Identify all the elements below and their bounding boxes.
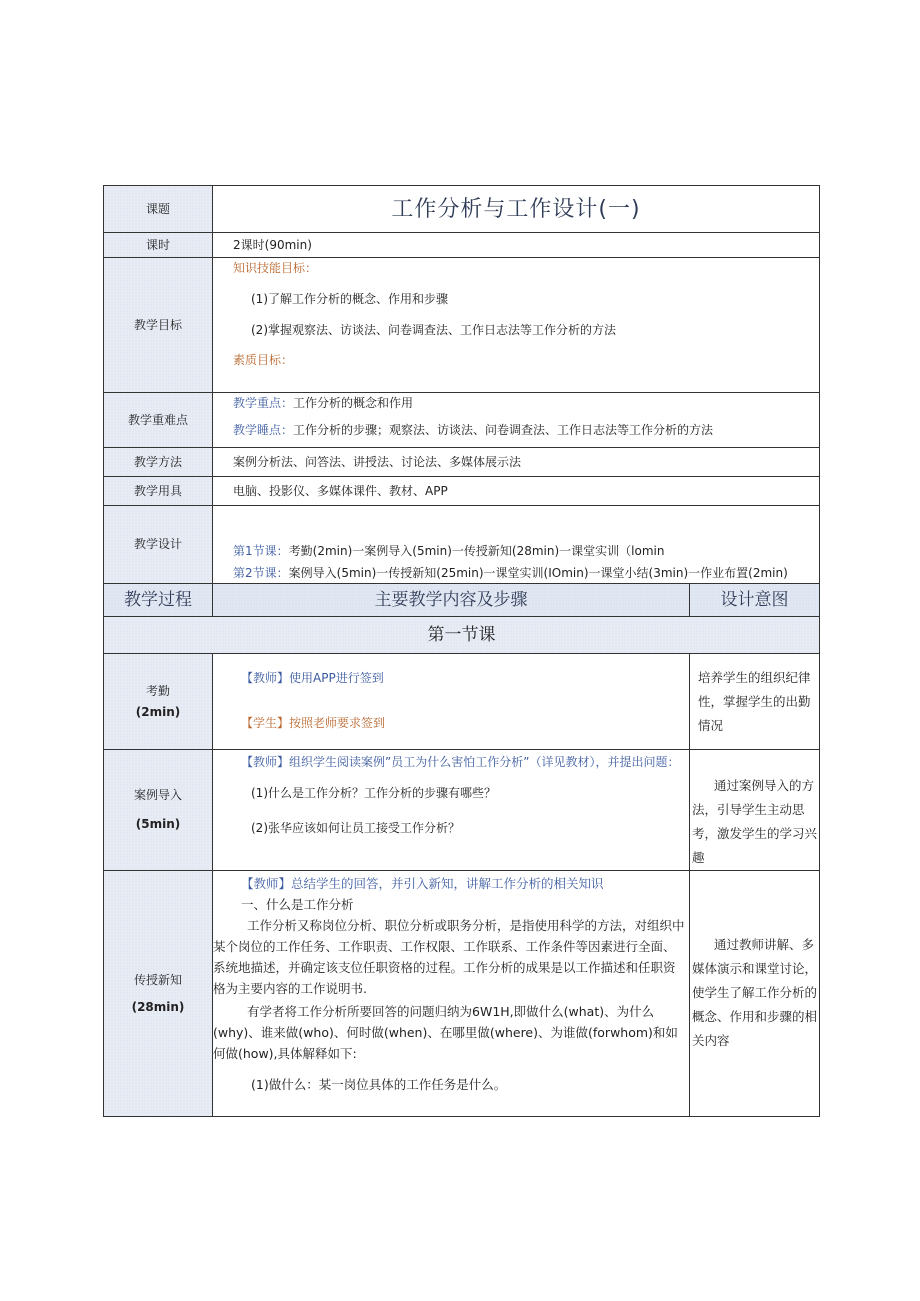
teacher-tag: 【教师】	[241, 876, 292, 891]
method-label: 教学方法	[104, 448, 213, 477]
design-row	[104, 506, 820, 584]
case-intro-teacher-text: 组织学生阅读案例”员工为什么害怕工作分析”（详见教材），并提出问题：	[289, 755, 680, 769]
lesson2-label: 第2节课：	[233, 566, 289, 580]
case-intro-time: (5min)	[135, 817, 181, 831]
tools-value: 电脑、投影仪、多媒体课件、教材、APP	[213, 477, 820, 506]
process-header-row	[104, 584, 820, 617]
attendance-student	[241, 715, 689, 732]
case-question-1: (1)什么是工作分析？工作分析的步骤有哪些？	[251, 786, 496, 800]
case-question-2: (2)张华应该如何让员工接受工作分析？	[251, 821, 460, 835]
hours-value: 2课时(90min)	[213, 233, 820, 258]
new-knowledge-name: 传授新知	[133, 972, 182, 987]
knowledge-item: (2)掌握观察法、访谈法、问卷调查法、工作日志法等工作分析的方法	[251, 323, 617, 337]
teacher-tag: 【教师】	[241, 671, 290, 685]
attendance-name: 考勤	[145, 683, 170, 698]
lesson1-text: 考勤(2min)一案例导入(5min)一传授新知(28min)一课堂实训（lomin	[288, 544, 665, 558]
topic-label: 课题	[104, 186, 213, 233]
new-knowledge-teacher	[213, 873, 687, 894]
attendance-label	[104, 654, 213, 750]
section-title: 第一节课	[104, 617, 820, 654]
key-point-text: 工作分析的概念和作用	[293, 396, 414, 410]
section-heading: 一、什么是工作分析	[241, 897, 354, 912]
tools-label: 教学用具	[104, 477, 213, 506]
hard-point-text: 工作分析的步骤；观察法、访谈法、问卷调查法、工作日志法等工作分析的方法	[293, 423, 714, 437]
attendance-time: (2min)	[135, 704, 181, 719]
teacher-tag: 【教师】	[241, 755, 290, 769]
six-w-paragraph: 有学者将工作分析所要回答的问题归纳为6W1H,即做什么(what)、为什么(why)、谁来做(who)、何时做(when)、在哪里做(where)、为谁做(forwhom)和如何做(how),具体解释如下:	[213, 1004, 678, 1061]
case-intro-teacher	[213, 754, 689, 771]
method-value: 案例分析法、问答法、讲授法、讨论法、多媒体展示法	[213, 448, 820, 477]
key-point-label: 教学重点：	[233, 396, 294, 410]
goals-label: 教学目标	[104, 258, 213, 393]
new-knowledge-intent: 通过教师讲解、多媒体演示和课堂讨论，使学生了解工作分析的概念、作用和步骤的相关内容	[690, 871, 820, 1117]
goals-content	[213, 258, 819, 392]
quality-heading: 素质目标：	[233, 353, 294, 367]
intent-col-header: 设计意图	[690, 584, 820, 617]
attendance-teacher	[241, 670, 689, 687]
case-intro-label	[104, 750, 213, 871]
lesson-plan-sheet	[103, 185, 819, 1117]
new-knowledge-row	[104, 871, 820, 1117]
process-col-header: 教学过程	[104, 584, 213, 617]
lesson2-text: 案例导入(5min)一传授新知(25min)一课堂实训(IOmin)一课堂小结(3min)一作业布置(2min)	[288, 566, 788, 580]
six-w-item-1: (1)做什么：某一岗位具体的工作任务是什么。	[251, 1077, 507, 1092]
method-row	[104, 448, 820, 477]
topic-row	[104, 186, 820, 233]
attendance-student-text: 按照老师要求签到	[289, 716, 386, 730]
attendance-intent: 培养学生的组织纪律性，掌握学生的出勤情况	[690, 654, 820, 750]
keypoints-label: 教学重难点	[104, 393, 213, 448]
design-label: 教学设计	[104, 506, 213, 584]
page-title: 工作分析与工作设计(一)	[213, 186, 820, 233]
new-knowledge-label	[104, 871, 213, 1117]
hours-row	[104, 233, 820, 258]
case-intro-intent: 通过案例导入的方法，引导学生主动思考，激发学生的学习兴趣	[690, 750, 820, 871]
case-intro-name: 案例导入	[133, 788, 182, 802]
content-col-header: 主要教学内容及步骤	[213, 584, 690, 617]
tools-row	[104, 477, 820, 506]
hard-point-label: 教学睡点：	[233, 423, 294, 437]
key-point	[233, 395, 819, 412]
attendance-teacher-text: 使用APP进行签到	[289, 671, 384, 685]
definition-paragraph: 工作分析又称岗位分析、职位分析或职务分析，是指使用科学的方法，对组织中某个岗位的工作任务、工作职责、工作权限、工作联系、工作条件等因素进行全面、系统地描述，并确定该支位任职资格的过程。工作分析的成果是以工作描述和任职资格为主要内容的工作说明书.	[213, 918, 685, 996]
keypoints-row	[104, 393, 820, 448]
new-knowledge-time: (28min)	[131, 999, 185, 1014]
lesson-plan-table	[103, 185, 820, 1117]
lesson1-label: 第1节课：	[233, 544, 289, 558]
hard-point	[233, 422, 819, 439]
lesson1-plan	[233, 543, 819, 560]
knowledge-item: (1)了解工作分析的概念、作用和步骤	[251, 292, 448, 306]
knowledge-heading: 知识技能目标：	[233, 261, 318, 275]
attendance-row	[104, 654, 820, 750]
goals-row	[104, 258, 820, 393]
new-knowledge-teacher-text: 总结学生的回答，并引入新知，讲解工作分析的相关知识	[291, 876, 604, 891]
hours-label: 课时	[104, 233, 213, 258]
student-tag: 【学生】	[241, 716, 290, 730]
lesson2-plan	[233, 565, 819, 582]
case-intro-row	[104, 750, 820, 871]
section-row	[104, 617, 820, 654]
